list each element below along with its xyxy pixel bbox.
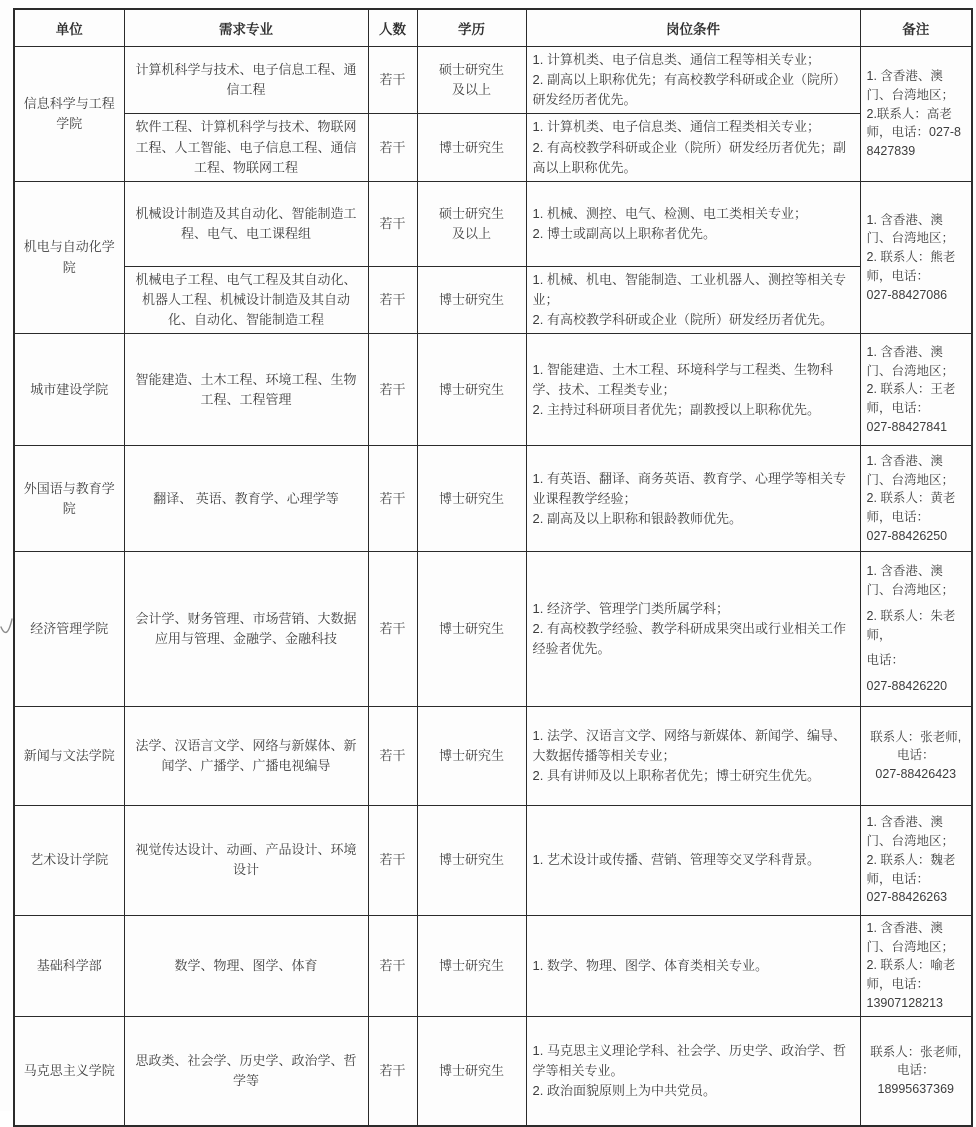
unit-cell: 信息科学与工程学院: [14, 47, 124, 182]
table-row: [14, 552, 972, 707]
text-line: 027-88426220: [866, 679, 948, 694]
text-line: 1. 法学、汉语言文学、网络与新媒体、新闻学、编导、大数据传播等相关专业；: [532, 727, 846, 763]
unit-cell: 艺术设计学院: [14, 805, 124, 915]
unit-cell: 城市建设学院: [14, 334, 124, 446]
majors-cell: 智能建造、土木工程、环境工程、生物工程、工程管理: [124, 334, 368, 446]
recruitment-table: [13, 8, 973, 1127]
count-cell: 若干: [368, 1016, 417, 1126]
text-line: 1. 含香港、澳门、台湾地区；: [866, 344, 955, 378]
count-cell: 若干: [368, 805, 417, 915]
count-cell: 若干: [368, 334, 417, 446]
table-row: [14, 915, 972, 1016]
text-line: 博士研究生: [438, 490, 504, 506]
text-line: 1. 含香港、澳门、台湾地区；: [866, 815, 955, 849]
text-line: 1. 智能建造、土木工程、环境科学与工程类、生物科学、技术、工程类专业；: [532, 361, 833, 397]
header-unit: 单位: [14, 9, 124, 47]
table-row: [14, 706, 972, 805]
majors-cell: 软件工程、计算机科学与技术、物联网工程、人工智能、电子信息工程、通信工程、物联网工程: [124, 114, 368, 181]
header-count: 人数: [368, 9, 417, 47]
count-cell: 若干: [368, 446, 417, 552]
remark-cell: [860, 1016, 972, 1126]
text-line: 博士研究生: [438, 381, 504, 397]
text-line: 2. 主持过科研项目者优先；副教授以上职称优先。: [532, 401, 820, 417]
text-line: 027-88426263: [866, 890, 948, 905]
remark-cell: [860, 552, 972, 707]
text-line: 1. 数学、物理、图学、体育类相关专业。: [532, 957, 768, 973]
unit-cell: 新闻与文法学院: [14, 706, 124, 805]
degree-cell: [417, 1016, 526, 1126]
table-row: [14, 47, 972, 114]
conditions-cell: [526, 446, 860, 552]
text-line: 027-88427086: [866, 287, 948, 302]
remark-cell: [860, 181, 972, 333]
text-line: 博士研究生: [438, 957, 504, 973]
text-line: 13907128213: [866, 995, 943, 1010]
count-cell: 若干: [368, 114, 417, 181]
text-line: 027-88426423: [875, 767, 957, 782]
text-line: 2. 博士或副高以上职称者优先。: [532, 225, 716, 241]
text-line: 1. 计算机类、电子信息类、通信工程类相关专业；: [532, 119, 820, 135]
text-line: 1. 计算机类、电子信息类、通信工程等相关专业；: [532, 52, 820, 67]
text-line: 联系人：张老师,: [870, 1044, 962, 1059]
table-body: [14, 47, 972, 1127]
majors-cell: 会计学、财务管理、市场营销、大数据应用与管理、金融学、金融科技: [124, 552, 368, 707]
conditions-cell: [526, 706, 860, 805]
text-line: 2. 联系人：黄老师，电话：: [866, 491, 956, 525]
header-degree: 学历: [417, 9, 526, 47]
count-cell: 若干: [368, 915, 417, 1016]
table-row: [14, 181, 972, 266]
degree-cell: [417, 266, 526, 333]
conditions-cell: [526, 181, 860, 266]
text-line: 电话：: [896, 1063, 935, 1078]
text-line: 电话：: [896, 748, 935, 763]
text-line: 硕士研究生: [438, 62, 504, 78]
majors-cell: 翻译、 英语、教育学、心理学等: [124, 446, 368, 552]
degree-cell: [417, 47, 526, 114]
text-line: 2. 联系人：朱老师，: [866, 608, 956, 642]
text-line: 1. 机械、测控、电气、检测、电工类相关专业；: [532, 205, 807, 221]
table-row: [14, 805, 972, 915]
remark-cell: [860, 805, 972, 915]
remark-cell: [860, 915, 972, 1016]
table-row: [14, 1016, 972, 1126]
conditions-cell: [526, 114, 860, 181]
table-row: [14, 334, 972, 446]
text-line: 博士研究生: [438, 852, 504, 868]
table-row: [14, 114, 972, 181]
text-line: 2.联系人：高老师，电话：027-88427839: [866, 106, 961, 159]
text-line: 1. 含香港、澳门、台湾地区；: [866, 920, 955, 954]
degree-cell: [417, 114, 526, 181]
text-line: 电话：: [866, 653, 905, 668]
conditions-cell: [526, 915, 860, 1016]
majors-cell: 机械设计制造及其自动化、智能制造工程、电气、电工课程组: [124, 181, 368, 266]
text-line: 博士研究生: [438, 1062, 504, 1078]
text-line: 及以上: [451, 82, 491, 98]
text-line: 1. 经济学、管理学门类所属学科；: [532, 600, 729, 616]
conditions-cell: [526, 47, 860, 114]
text-line: 1. 机械、机电、智能制造、工业机器人、测控等相关专业；: [532, 271, 846, 307]
text-line: 1. 马克思主义理论学科、社会学、历史学、政治学、哲学等相关专业。: [532, 1042, 846, 1078]
text-line: 027-88426250: [866, 528, 948, 543]
text-line: 博士研究生: [438, 620, 504, 636]
majors-cell: 法学、汉语言文学、网络与新媒体、新闻学、广播学、广播电视编导: [124, 706, 368, 805]
majors-cell: 数学、物理、图学、体育: [124, 915, 368, 1016]
degree-cell: [417, 334, 526, 446]
table-row: [14, 446, 972, 552]
text-line: 1. 含香港、澳门、台湾地区；: [866, 212, 955, 246]
text-line: 1. 含香港、澳门、台湾地区；: [866, 564, 955, 598]
degree-cell: [417, 805, 526, 915]
text-line: 2. 副高以上职称优先；有高校教学科研或企业（院所）研发经历者优先。: [532, 72, 846, 108]
conditions-cell: [526, 552, 860, 707]
text-line: 博士研究生: [438, 747, 504, 763]
text-line: 2. 有高校教学科研或企业（院所）研发经历者优先；副高以上职称优先。: [532, 139, 846, 175]
unit-cell: 外国语与教育学院: [14, 446, 124, 552]
remark-cell: [860, 706, 972, 805]
text-line: 1. 艺术设计或传播、营销、管理等交叉学科背景。: [532, 852, 820, 868]
degree-cell: [417, 915, 526, 1016]
majors-cell: 视觉传达设计、动画、产品设计、环境设计: [124, 805, 368, 915]
header-conditions: 岗位条件: [526, 9, 860, 47]
unit-cell: 机电与自动化学院: [14, 181, 124, 333]
table-row: [14, 266, 972, 333]
degree-cell: [417, 552, 526, 707]
count-cell: 若干: [368, 266, 417, 333]
text-line: 2. 联系人：王老师，电话：: [866, 382, 956, 416]
text-line: 硕士研究生: [438, 205, 504, 221]
majors-cell: 思政类、社会学、历史学、政治学、哲学等: [124, 1016, 368, 1126]
table-header-row: [14, 9, 972, 47]
conditions-cell: [526, 1016, 860, 1126]
header-remark: 备注: [860, 9, 972, 47]
count-cell: 若干: [368, 552, 417, 707]
header-majors: 需求专业: [124, 9, 368, 47]
count-cell: 若干: [368, 181, 417, 266]
remark-cell: [860, 47, 972, 182]
unit-cell: 基础科学部: [14, 915, 124, 1016]
text-line: 2. 具有讲师及以上职称者优先；博士研究生优先。: [532, 767, 820, 783]
count-cell: 若干: [368, 47, 417, 114]
conditions-cell: [526, 805, 860, 915]
remark-cell: [860, 334, 972, 446]
conditions-cell: [526, 266, 860, 333]
degree-cell: [417, 181, 526, 266]
majors-cell: 计算机科学与技术、电子信息工程、通信工程: [124, 47, 368, 114]
text-line: 联系人：张老师,: [870, 729, 962, 744]
text-line: 2. 副高及以上职称和银龄教师优先。: [532, 510, 742, 526]
unit-cell: 经济管理学院: [14, 552, 124, 707]
text-line: 1. 含香港、澳门、台湾地区；: [866, 69, 955, 102]
text-line: 博士研究生: [438, 291, 504, 307]
text-line: 2. 联系人：喻老师，电话：: [866, 958, 956, 992]
text-line: 2. 联系人：熊老师，电话：: [866, 250, 956, 283]
majors-cell: 机械电子工程、电气工程及其自动化、机器人工程、机械设计制造及其自动化、自动化、智能制造工程: [124, 266, 368, 333]
text-line: 18995637369: [877, 1082, 954, 1097]
text-line: 2. 政治面貌原则上为中共党员。: [532, 1082, 716, 1098]
degree-cell: [417, 706, 526, 805]
text-line: 博士研究生: [438, 139, 504, 155]
text-line: 2. 有高校教学科研或企业（院所）研发经历者优先。: [532, 312, 833, 328]
conditions-cell: [526, 334, 860, 446]
text-line: 1. 含香港、澳门、台湾地区；: [866, 453, 955, 487]
unit-cell: 马克思主义学院: [14, 1016, 124, 1126]
remark-cell: [860, 446, 972, 552]
text-line: 2. 联系人：魏老师，电话：: [866, 852, 956, 886]
degree-cell: [417, 446, 526, 552]
text-line: 及以上: [451, 225, 491, 241]
count-cell: 若干: [368, 706, 417, 805]
text-line: 027-88427841: [866, 419, 948, 434]
text-line: 1. 有英语、翻译、商务英语、教育学、心理学等相关专业课程教学经验；: [532, 470, 846, 506]
text-line: 2. 有高校教学经验、教学科研成果突出或行业相关工作经验者优先。: [532, 620, 846, 657]
